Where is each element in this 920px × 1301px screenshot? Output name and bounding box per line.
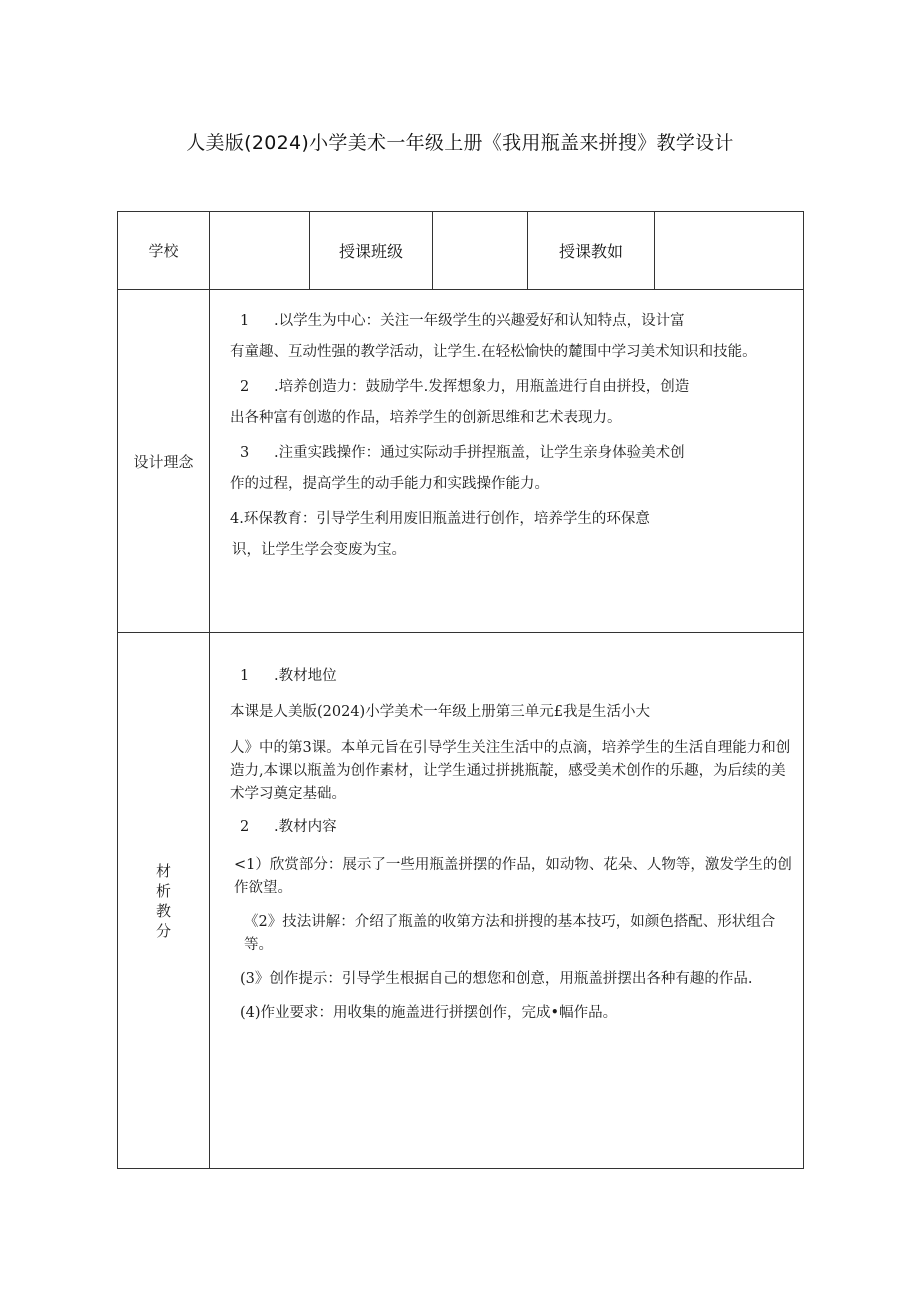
content-heading-text: .教材内容 [274,819,337,835]
concept-item-number: 2 [240,379,250,395]
content-heading-number: 2 [240,819,250,835]
position-heading-number: 1 [240,668,250,684]
content-item: <1）欣赏部分：展示了一些用瓶盖拼摆的作品，如动物、花朵、人物等，激发学生的创作欲望。 [234,857,792,896]
lesson-plan-table [117,211,804,1169]
concept-item-line1: .以学生为中心：关注一年级学生的兴趣爱好和认知特点，设计富 [274,313,685,329]
content-item: 《2》技法讲解：介绍了瓶盖的收第方法和拼搜的基本技巧，如颜色搭配、形状组合等。 [244,914,776,953]
concept-item-number: 1 [240,313,250,329]
concept-item-cont: 作的过程，提高学生的动手能力和实践操作能力。 [230,476,549,492]
concept-item-number: 3 [240,445,250,461]
material-analysis-label: 材析教分 [155,861,171,940]
content-item: (4)作业要求：用收集的施盖进行拼摆创作，完成•幅作品。 [240,1005,618,1021]
content-heading [230,816,799,839]
concept-item-line1: .培养创造力：鼓励学牛.发挥想象力，用瓶盖进行自由拼投，创造 [274,379,690,395]
teacher-label: 授课教如 [528,212,655,290]
document-title: 人美版(2024)小学美术一年级上册《我用瓶盖来拼搜》教学设计 [186,132,734,154]
concept-item [230,442,799,465]
teacher-value [655,212,804,290]
content-item: (3》创作提示：引导学生根据自己的想您和创意，用瓶盖拼摆出各种有趣的作品. [240,971,753,987]
school-label: 学校 [118,212,210,290]
concept-item-line1: 4.环保教育：引导学生利用废旧瓶盖进行创作，培养学生的环保意 [230,511,650,527]
position-line1: 本课是人美版(2024)小学美术一年级上册第三单元£我是生活小大 [230,704,650,720]
position-heading-text: .教材地位 [274,668,337,684]
position-heading [230,665,799,688]
class-label: 授课班级 [310,212,433,290]
design-concept-content [210,290,804,633]
design-concept-row [118,290,804,633]
class-value [433,212,528,290]
concept-item-cont: 识，让学生学会变废为宝。 [232,542,406,558]
concept-item-cont: 有童趣、互动性强的教学活动，让学生.在轻松愉快的麓围中学习美术知识和技能。 [230,344,757,360]
concept-item-line1: .注重实践操作：通过实际动手拼捏瓶盖，让学生亲身体验美术创 [274,445,685,461]
design-concept-label: 设计理念 [118,290,210,633]
concept-item [230,508,799,531]
concept-item [230,310,799,333]
header-row [118,212,804,290]
material-analysis-content [210,633,804,1169]
concept-item-cont: 出各种富有创遨的作品，培养学生的创新思维和艺术表现力。 [230,410,622,426]
position-line2: 人》中的第3课。本单元旨在引导学生关注生活中的点滴，培养学生的生活自理能力和创造力,本课以瓶盖为创作素材，让学生通过拼挑瓶靛，感受美术创作的乐趣，为后续的美术学习奠定基础。 [230,740,791,802]
material-analysis-label-cell [118,633,210,1169]
material-analysis-row [118,633,804,1169]
concept-item [230,376,799,399]
school-value [210,212,310,290]
